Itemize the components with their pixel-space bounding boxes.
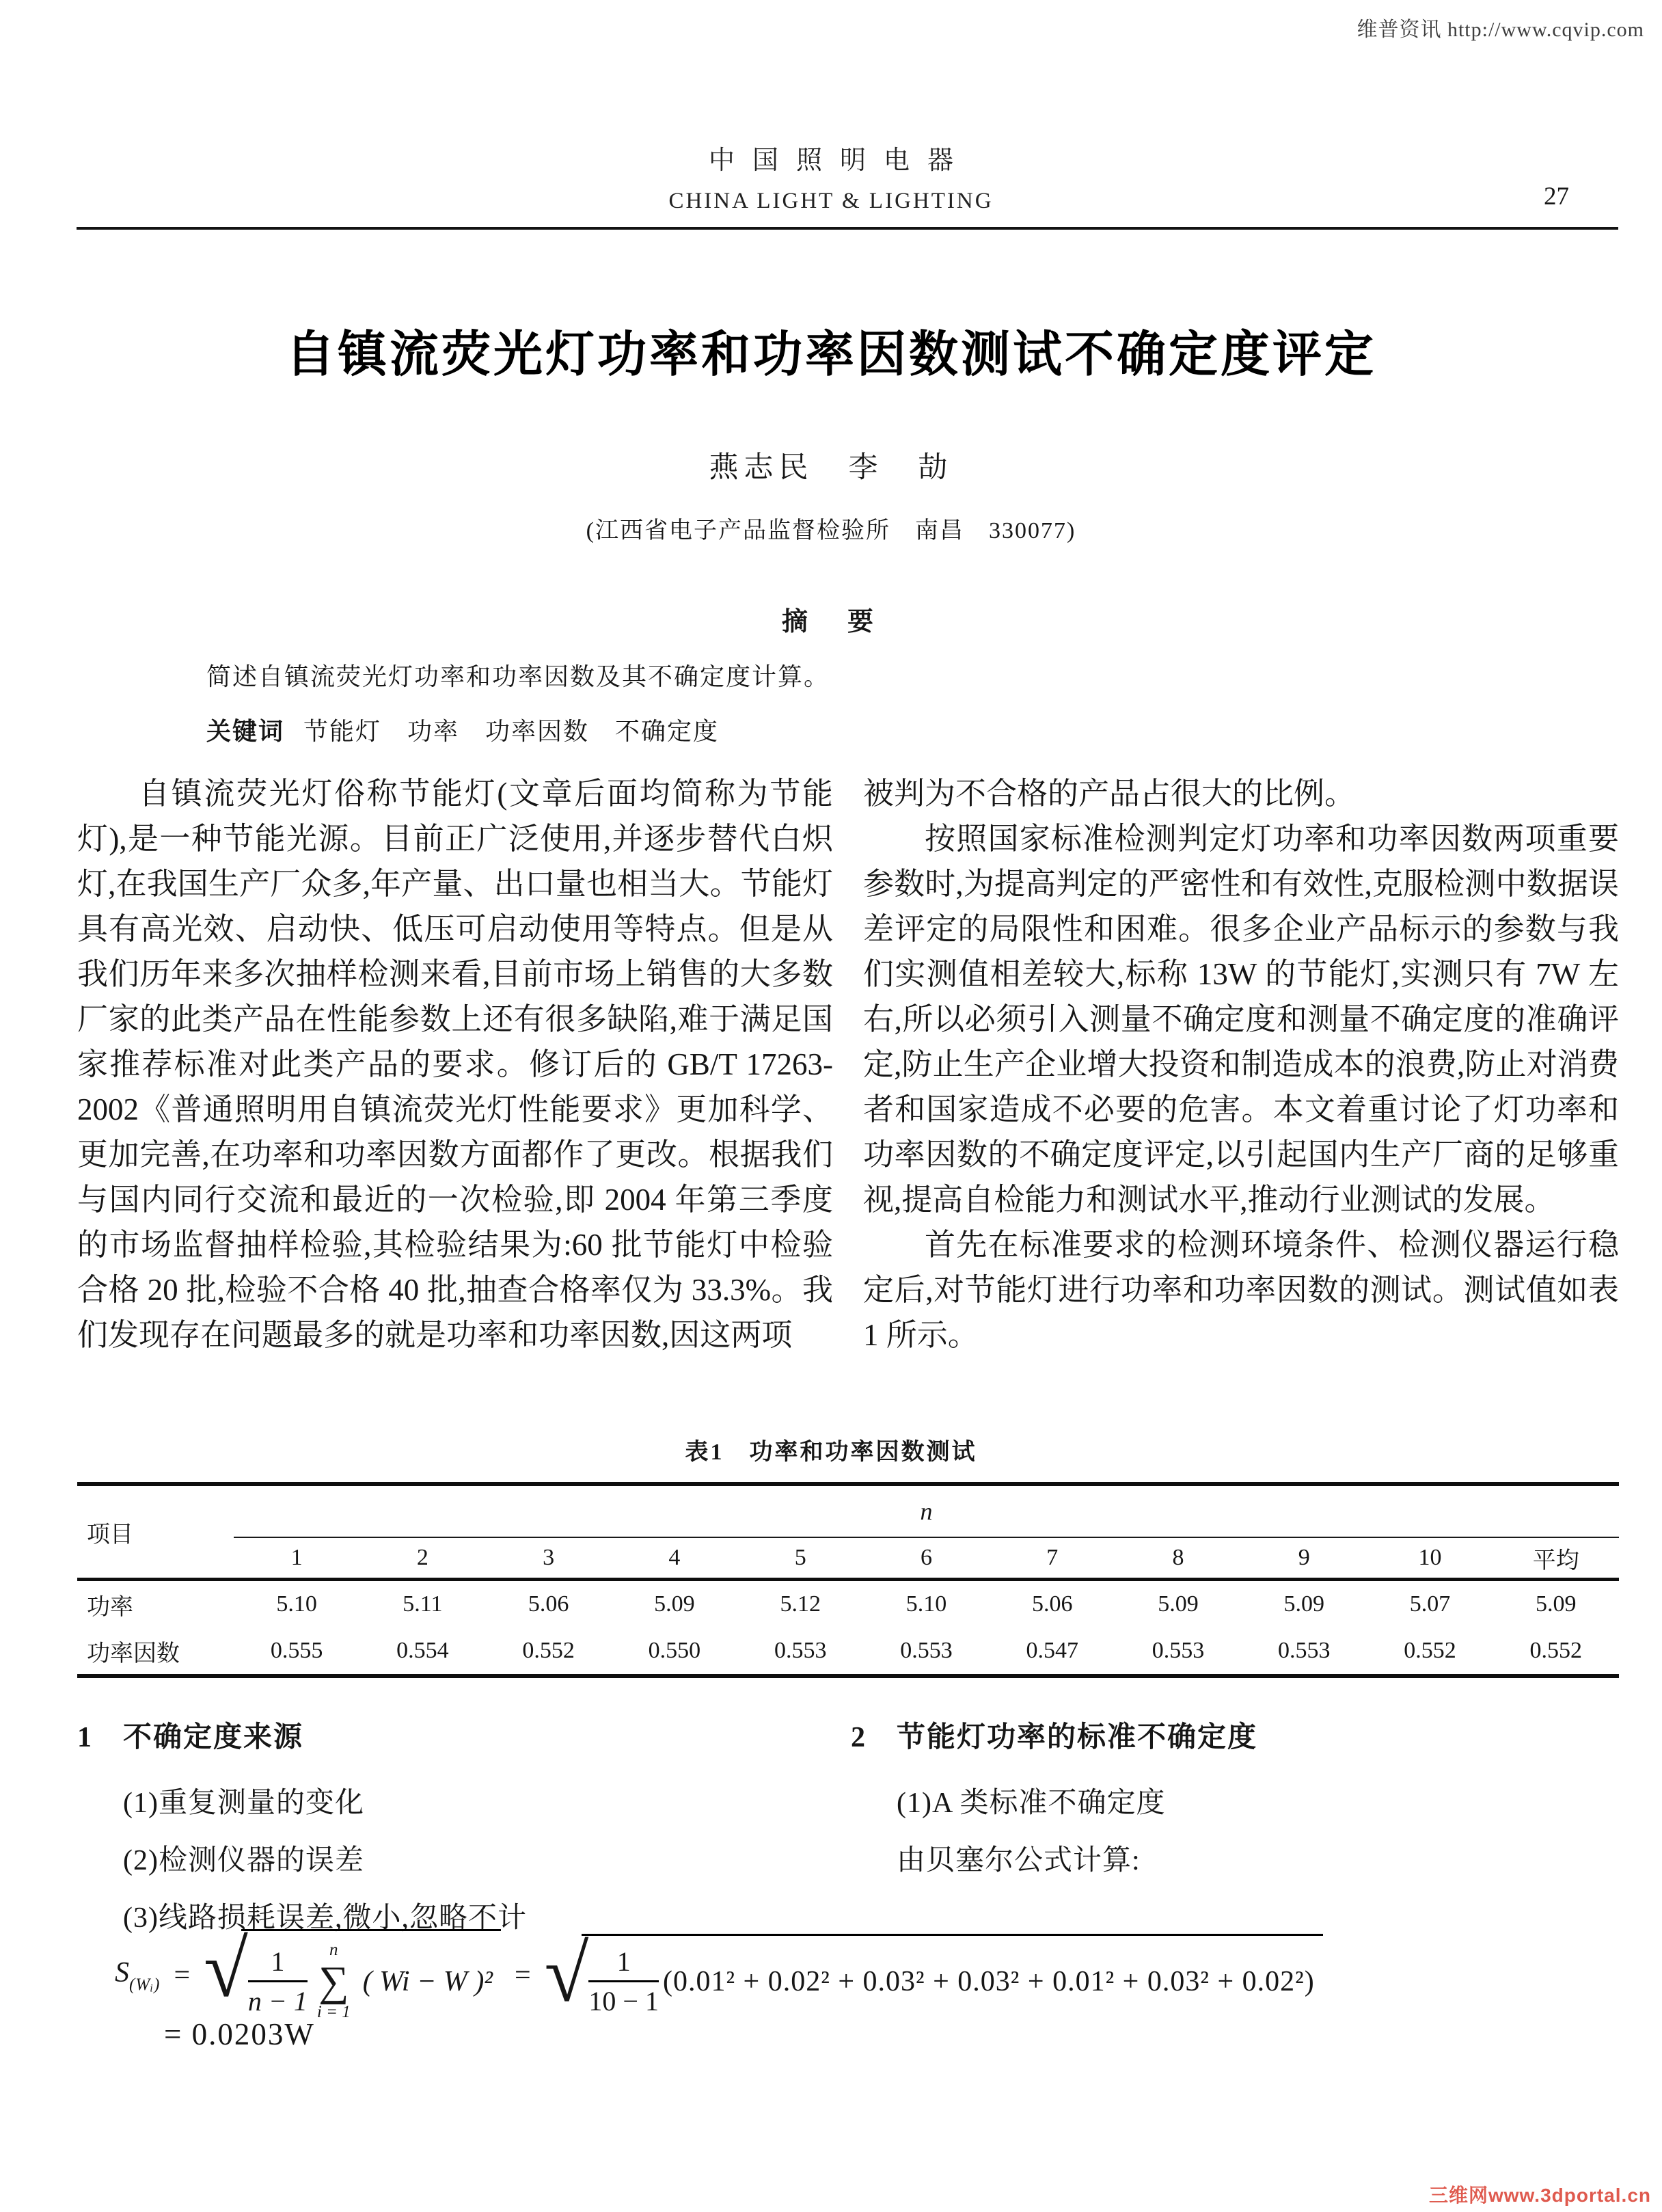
fraction-denominator: n − 1 xyxy=(247,1986,308,2017)
table-cell: 0.552 xyxy=(522,1638,575,1663)
header-rule xyxy=(77,227,1618,230)
fraction-numerator: 1 xyxy=(588,1945,659,1982)
table-row xyxy=(77,1581,1619,1628)
table-cell: 0.553 xyxy=(900,1638,953,1663)
authors: 燕志民 李 劼 xyxy=(709,452,953,484)
radical-sign-icon: √ xyxy=(204,1924,248,2014)
section-2-item: (1)A 类标准不确定度 xyxy=(897,1788,1166,1819)
table-cell: 5.09 xyxy=(654,1591,695,1617)
table-caption: 表1 功率和功率因数测试 xyxy=(685,1440,977,1465)
formula-lhs: $S_{(Wᵢ)}$ xyxy=(115,1957,161,1995)
section-1-item: (2)检测仪器的误差 xyxy=(123,1845,364,1876)
top-watermark: 维普资讯 http://www.cqvip.com xyxy=(1357,18,1644,41)
paragraph: 自镇流荧光灯俗称节能灯(文章后面均简称为节能灯),是一种节能光源。目前正广泛使用,并逐步替代白炽灯,在我国生产厂众多,年产量、出口量也相当大。节能灯具有高光效、启动快、低压可启动使用等特点。但是从我们历年来多次抽样检测来看,目前市场上销售的大多数厂家的此类产品在性能参数上还有很多缺陷,难于满足国家推荐标准对此类产品的要求。修订后的 GB/T 17263-2002《普通照明用自镇流荧光灯性能要求》更加科学、更加完善,在功率和功率因数方面都作了更改。根据我们与国内同行交流和最近的一次检验,即 2004 年第三季度的市场监督抽样检验,其检验结果为:60 批节能灯中检验合格 20 批,检验不合格 40 批,抽查合格率仅为 33.3%。我们发现存在问题最多的就是功率和功率因数,因这两项 xyxy=(77,777,833,1352)
body-column-left xyxy=(77,771,833,1358)
fraction-numerator: 1 xyxy=(248,1945,308,1982)
table-cell: 5.09 xyxy=(1283,1591,1324,1617)
expanded-terms: (0.01² + 0.02² + 0.03² + 0.03² + 0.01² + 0.03² + 0.02²) xyxy=(662,1965,1315,1997)
table-cell: 0.554 xyxy=(396,1638,449,1663)
keywords-label: 关键词 xyxy=(206,718,285,745)
equals-sign: = xyxy=(174,1960,191,1992)
table-cell: 5.10 xyxy=(905,1591,947,1617)
table-cell: 5.09 xyxy=(1536,1591,1577,1617)
section-1-heading: 1 不确定度来源 xyxy=(77,1722,304,1753)
table-cell: 0.552 xyxy=(1404,1638,1456,1663)
table-cell: 5.12 xyxy=(780,1591,821,1617)
fraction xyxy=(588,1945,659,2017)
abstract-heading: 摘 要 xyxy=(781,608,880,636)
affiliation: (江西省电子产品监督检验所 南昌 330077) xyxy=(586,518,1076,543)
section-2-heading: 2 节能灯功率的标准不确定度 xyxy=(851,1722,1258,1753)
table-col-header: 8 xyxy=(1172,1545,1184,1570)
table-col-header: 2 xyxy=(416,1545,428,1570)
keywords-line xyxy=(206,712,719,747)
table-col-header: 9 xyxy=(1298,1545,1310,1570)
table-cell: 0.553 xyxy=(774,1638,827,1663)
bessel-formula xyxy=(115,1924,1323,2023)
table-row xyxy=(77,1628,1619,1674)
equals-sign: = xyxy=(514,1960,531,1992)
table-cell: 5.06 xyxy=(1031,1591,1073,1617)
formula-result: = 0.0203W xyxy=(164,2017,315,2051)
paragraph: 首先在标准要求的检测环境条件、检测仪器运行稳定后,对节能灯进行功率和功率因数的测试。测试值如表 1 所示。 xyxy=(863,1228,1619,1352)
row-label: 功率因数 xyxy=(87,1641,180,1667)
radical-sign-icon: √ xyxy=(544,1929,589,2019)
bottom-watermark: 三维网www.3dportal.cn xyxy=(1429,2185,1651,2206)
body-column-right xyxy=(863,771,1619,1358)
body-columns xyxy=(77,771,1619,1358)
table-bottom-rule xyxy=(77,1674,1619,1678)
radical-group xyxy=(204,1924,501,2023)
table-item-header: 项目 xyxy=(87,1522,133,1548)
table-header xyxy=(77,1486,1619,1578)
table-cell: 0.547 xyxy=(1026,1638,1078,1663)
table-col-header: 4 xyxy=(668,1545,681,1570)
table-column-headers xyxy=(234,1538,1619,1578)
data-table xyxy=(77,1482,1619,1678)
page-number: 27 xyxy=(1544,183,1569,211)
radicand xyxy=(582,1934,1322,2017)
table-cell: 5.11 xyxy=(403,1591,443,1617)
table-cell: 0.553 xyxy=(1278,1638,1331,1663)
journal-name-cn: 中国照明电器 xyxy=(708,146,971,175)
table-header-right xyxy=(234,1486,1619,1578)
table-col-header: 5 xyxy=(794,1545,806,1570)
table-cell: 5.10 xyxy=(276,1591,317,1617)
table-col-header: 10 xyxy=(1418,1545,1442,1570)
radicand xyxy=(241,1929,501,2023)
table-col-header: 3 xyxy=(543,1545,555,1570)
table-col-header: 6 xyxy=(920,1545,932,1570)
table-cell: 5.09 xyxy=(1158,1591,1199,1617)
keywords-text: 节能灯 功率 功率因数 不确定度 xyxy=(303,718,720,745)
section-1-item: (1)重复测量的变化 xyxy=(123,1788,364,1819)
paragraph: 被判为不合格的产品占很大的比例。 xyxy=(863,777,1356,811)
fraction-denominator: 10 − 1 xyxy=(588,1986,659,2017)
table-cell: 0.552 xyxy=(1529,1638,1583,1663)
row-label: 功率 xyxy=(87,1594,133,1620)
table-cell: 0.550 xyxy=(648,1638,701,1663)
journal-name-en: CHINA LIGHT & LIGHTING xyxy=(668,189,994,213)
radical-group xyxy=(544,1929,1323,2019)
table-cell: 5.06 xyxy=(528,1591,569,1617)
summation xyxy=(317,1941,351,2023)
sigma-icon: ∑ xyxy=(318,1958,349,2005)
abstract-text: 简述自镇流荧光灯功率和功率因数及其不确定度计算。 xyxy=(206,663,830,690)
formula-lhs-subscript: (Wᵢ) xyxy=(129,1975,161,1995)
table-col-header: 1 xyxy=(290,1545,303,1570)
article-title: 自镇流荧光灯功率和功率因数测试不确定度评定 xyxy=(285,327,1376,382)
table-cell: 0.553 xyxy=(1152,1638,1205,1663)
sum-lower-limit: i = 1 xyxy=(316,2002,351,2021)
paragraph: 按照国家标准检测判定灯功率和功率因数两项重要参数时,为提高判定的严密性和有效性,克服检测中数据误差评定的局限性和困难。很多企业产品标示的参数与我们实测值相差较大,标称 13W 的节能灯,实测只有 7W 左右,所以必须引入测量不确定度和测量不确定度的准确评定,防止生产企业增大投资和制造成本的浪费,防止对消费者和国家造成不必要的危害。本文着重讨论了灯功率和功率因数的不确定度评定,以引起国内生产厂商的足够重视,提高自检能力和测试水平,推动行业测试的发展。 xyxy=(863,822,1619,1217)
table-col-header: 平均 xyxy=(1532,1548,1579,1574)
fraction xyxy=(248,1945,308,2017)
table-col-header: 7 xyxy=(1046,1545,1059,1570)
table-cell: 5.07 xyxy=(1409,1591,1451,1617)
table-n-label: n xyxy=(920,1498,933,1525)
table-cell: 0.555 xyxy=(270,1638,323,1663)
sum-upper-limit: n xyxy=(329,1941,338,1959)
summed-term: ( Wi − W )² xyxy=(362,1965,493,1997)
section-1-item: (3)线路损耗误差,微小,忽略不计 xyxy=(123,1902,527,1934)
section-2-item: 由贝塞尔公式计算: xyxy=(897,1845,1141,1876)
